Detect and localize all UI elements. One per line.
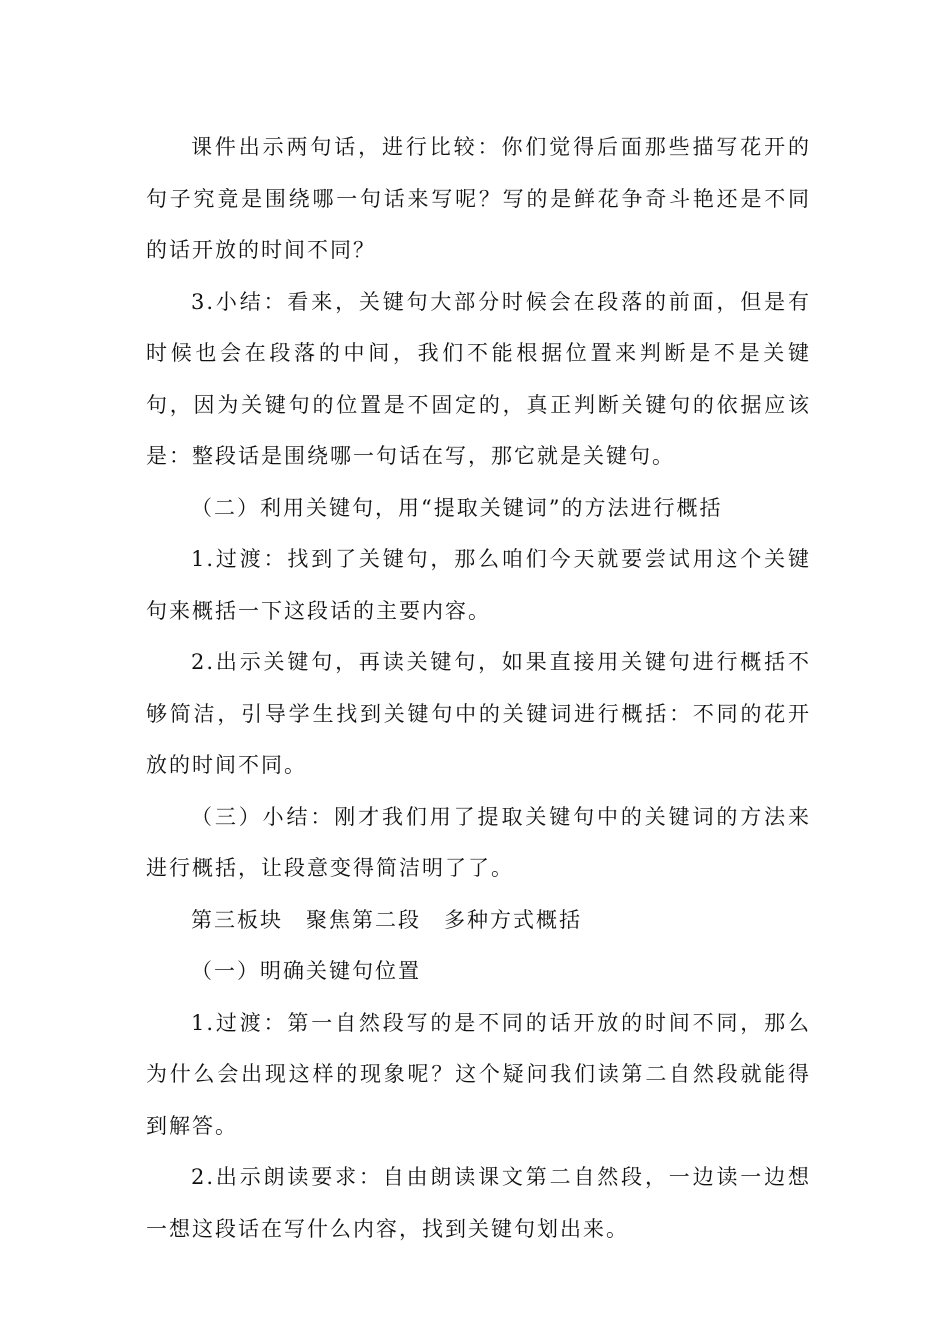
paragraph-reading-requirement: 2.出示朗读要求：自由朗读课文第二自然段，一边读一边想一想这段话在写什么内容，找到关键句划出来。 <box>146 1165 811 1241</box>
section-heading-2: （二）利用关键句，用“提取关键词”的方法进行概括 <box>191 495 723 520</box>
document-body <box>146 122 811 1255</box>
paragraph-compare-sentences: 课件出示两句话，进行比较：你们觉得后面那些描写花开的句子究竟是围绕哪一句话来写呢？写的是鲜花争奇斗艳还是不同的话开放的时间不同？ <box>146 135 811 262</box>
block-heading-3: 第三板块 聚焦第二段 多种方式概括 <box>191 907 582 932</box>
section-heading-1: （一）明确关键句位置 <box>191 959 421 983</box>
paragraph-transition-2: 1.过渡：第一自然段写的是不同的话开放的时间不同，那么为什么会出现这样的现象呢？这个疑问我们读第二自然段就能得到解答。 <box>146 1010 811 1138</box>
section-heading-3-summary: （三）小结：刚才我们用了提取关键句中的关键词的方法来进行概括，让段意变得简洁明了了。 <box>146 804 811 880</box>
paragraph-summary-3: 3.小结：看来，关键句大部分时候会在段落的前面，但是有时候也会在段落的中间，我们不能根据位置来判断是不是关键句，因为关键句的位置是不固定的，真正判断关键句的依据应该是：整段话是围绕哪一句话在写，那它就是关键句。 <box>146 289 811 468</box>
paragraph-transition-1: 1.过渡：找到了关键句，那么咱们今天就要尝试用这个关键句来概括一下这段话的主要内容。 <box>146 547 811 623</box>
paragraph-show-key-sentence: 2.出示关键句，再读关键句，如果直接用关键句进行概括不够简洁，引导学生找到关键句中的关键词进行概括：不同的花开放的时间不同。 <box>146 650 811 777</box>
